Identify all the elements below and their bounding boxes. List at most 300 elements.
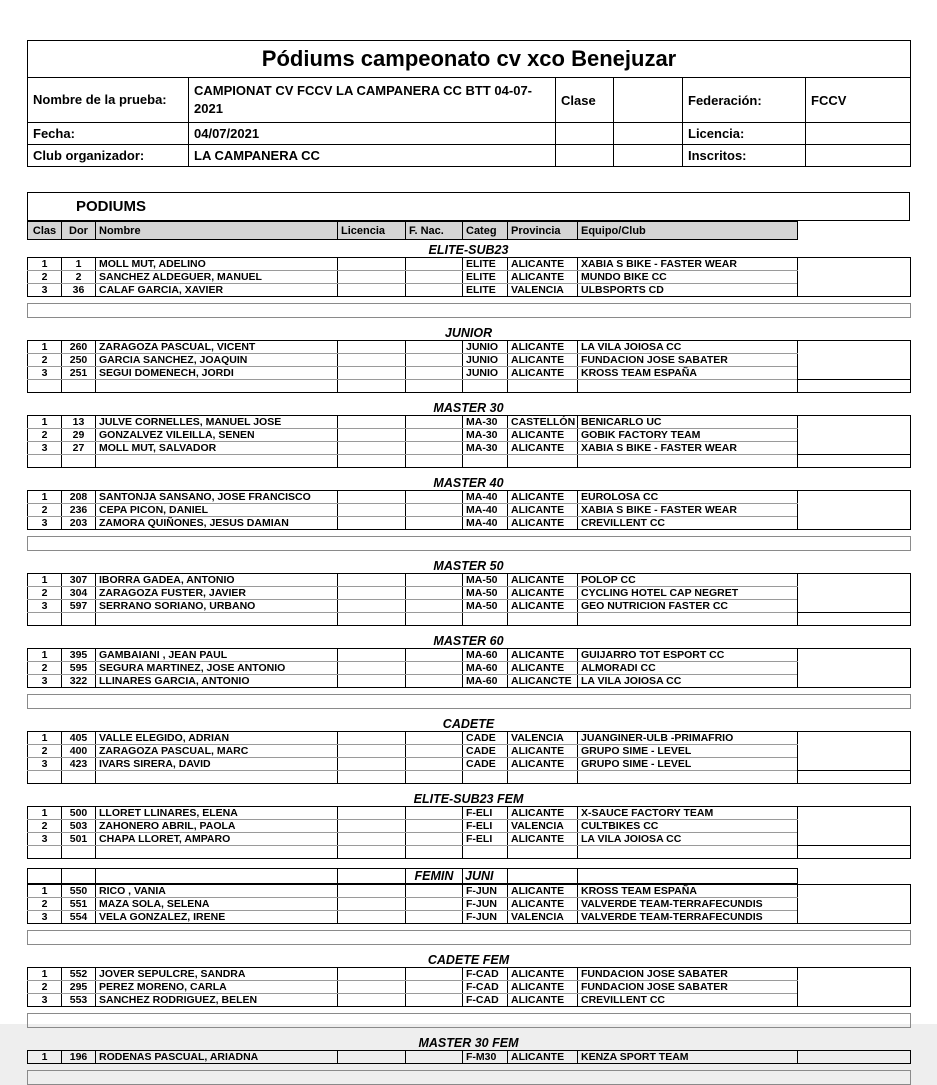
clas-cell: 3 [28, 994, 62, 1007]
empty-cell [556, 123, 614, 145]
section-master-50 [27, 560, 910, 626]
section-title: JUNIOR [444, 326, 493, 340]
section-junior [27, 327, 910, 393]
column-header-equipo: Equipo/Club [578, 222, 798, 240]
licencia-value [806, 123, 911, 145]
section-master-30 [27, 402, 910, 468]
clas-cell: 1 [28, 732, 62, 745]
licencia-cell [338, 367, 406, 380]
provincia-cell: ALICANTE [508, 491, 578, 504]
section-cadete [27, 718, 910, 784]
equipo-cell: CYCLING HOTEL CAP NEGRET [578, 587, 798, 600]
clas-cell: 1 [28, 416, 62, 429]
empty-cell [614, 145, 683, 167]
clas-cell: 3 [28, 367, 62, 380]
dor-cell: 295 [62, 981, 96, 994]
table-row [28, 968, 911, 981]
clas-cell: 3 [28, 517, 62, 530]
nombre-cell: VELA GONZALEZ, IRENE [96, 911, 338, 924]
nombre-cell: GONZALVEZ VILEILLA, SENEN [96, 429, 338, 442]
provincia-cell: ALICANTE [508, 442, 578, 455]
equipo-cell: EUROLOSA CC [578, 491, 798, 504]
fnac-cell [406, 649, 463, 662]
nombre-cell: ZARAGOZA PASCUAL, VICENT [96, 341, 338, 354]
column-header-nombre: Nombre [96, 222, 338, 240]
provincia-cell: ALICANTE [508, 745, 578, 758]
table-row [28, 517, 911, 530]
categ-cell: F-CAD [463, 981, 508, 994]
section-master-30-fem [27, 1037, 910, 1085]
dor-cell: 597 [62, 600, 96, 613]
empty-row [28, 695, 911, 709]
page-title: Pódiums campeonato cv xco Benejuzar [28, 41, 911, 78]
equipo-cell: POLOP CC [578, 574, 798, 587]
categ-cell: MA-60 [463, 675, 508, 688]
nombre-cell: RODENAS PASCUAL, ARIADNA [96, 1051, 338, 1064]
empty-row [28, 537, 911, 551]
licencia-cell [338, 416, 406, 429]
licencia-cell [338, 1051, 406, 1064]
provincia-cell: ALICANTE [508, 574, 578, 587]
equipo-cell: XABIA S BIKE - FASTER WEAR [578, 504, 798, 517]
nombre-cell: GARCIA SANCHEZ, JOAQUIN [96, 354, 338, 367]
table-row [28, 271, 911, 284]
nombre-cell: PEREZ MORENO, CARLA [96, 981, 338, 994]
column-header-licencia: Licencia [338, 222, 406, 240]
licencia-cell [338, 675, 406, 688]
provincia-cell: ALICANTE [508, 885, 578, 898]
table-row [28, 898, 911, 911]
clas-cell: 2 [28, 745, 62, 758]
extra-cell [798, 416, 911, 455]
section-title: MASTER 30 FEM [418, 1036, 519, 1050]
clas-cell: 2 [28, 898, 62, 911]
fnac-cell [406, 968, 463, 981]
nombre-cell: CALAF GARCIA, XAVIER [96, 284, 338, 297]
section-title: ELITE-SUB23 FEM [413, 792, 524, 806]
equipo-cell: CREVILLENT CC [578, 517, 798, 530]
clas-cell: 1 [28, 1051, 62, 1064]
empty-row [28, 1014, 911, 1028]
empty-cell [463, 380, 508, 393]
empty-cell [28, 380, 62, 393]
club-value: LA CAMPANERA CC [189, 145, 556, 167]
empty-cell [62, 846, 96, 859]
dor-cell: 595 [62, 662, 96, 675]
provincia-cell: ALICANTE [508, 517, 578, 530]
dor-cell: 405 [62, 732, 96, 745]
categ-cell: MA-30 [463, 416, 508, 429]
extra-cell [798, 1051, 911, 1064]
club-label: Club organizador: [28, 145, 189, 167]
licencia-cell [338, 807, 406, 820]
empty-cell [96, 455, 338, 468]
equipo-cell: KROSS TEAM ESPAÑA [578, 367, 798, 380]
dor-cell: 203 [62, 517, 96, 530]
licencia-cell [338, 820, 406, 833]
clas-cell: 2 [28, 587, 62, 600]
empty-cell [614, 123, 683, 145]
fnac-cell [406, 758, 463, 771]
empty-cell [798, 846, 911, 859]
extra-cell [798, 491, 911, 530]
empty-cell [508, 613, 578, 626]
licencia-cell [338, 981, 406, 994]
dor-cell: 550 [62, 885, 96, 898]
dor-cell: 196 [62, 1051, 96, 1064]
licencia-cell [338, 587, 406, 600]
equipo-cell: GRUPO SIME - LEVEL [578, 758, 798, 771]
table-row [28, 732, 911, 745]
clas-cell: 2 [28, 981, 62, 994]
categ-cell: MA-40 [463, 517, 508, 530]
fnac-cell [406, 367, 463, 380]
categ-cell: MA-60 [463, 662, 508, 675]
licencia-cell [338, 442, 406, 455]
equipo-cell: X-SAUCE FACTORY TEAM [578, 807, 798, 820]
nombre-cell: IBORRA GADEA, ANTONIO [96, 574, 338, 587]
dor-cell: 400 [62, 745, 96, 758]
equipo-cell: LA VILA JOIOSA CC [578, 341, 798, 354]
empty-cell [798, 222, 911, 240]
nombre-cell: VALLE ELEGIDO, ADRIAN [96, 732, 338, 745]
empty-row [28, 380, 911, 393]
empty-cell [406, 771, 463, 784]
provincia-cell: ALICANTE [508, 981, 578, 994]
categ-cell: MA-50 [463, 587, 508, 600]
clas-cell: 3 [28, 758, 62, 771]
nombre-cell: SANTONJA SANSANO, JOSE FRANCISCO [96, 491, 338, 504]
dor-cell: 501 [62, 833, 96, 846]
clas-cell: 2 [28, 429, 62, 442]
provincia-cell: ALICANTE [508, 341, 578, 354]
categ-cell: CADE [463, 745, 508, 758]
fnac-cell [406, 416, 463, 429]
categ-cell: F-ELI [463, 833, 508, 846]
licencia-cell [338, 574, 406, 587]
clas-cell: 1 [28, 649, 62, 662]
fnac-cell [406, 898, 463, 911]
categ-cell: F-CAD [463, 994, 508, 1007]
empty-cell [508, 846, 578, 859]
nombre-cell: LLINARES GARCIA, ANTONIO [96, 675, 338, 688]
empty-cell [406, 455, 463, 468]
clas-cell: 2 [28, 820, 62, 833]
table-row [28, 284, 911, 297]
column-header-clas: Clas [28, 222, 62, 240]
empty-row [28, 771, 911, 784]
fnac-cell [406, 807, 463, 820]
empty-cell [338, 613, 406, 626]
provincia-cell: ALICANTE [508, 354, 578, 367]
licencia-cell [338, 732, 406, 745]
empty-cell [96, 846, 338, 859]
extra-cell [798, 968, 911, 1007]
date-value: 04/07/2021 [189, 123, 556, 145]
provincia-cell: ALICANTE [508, 600, 578, 613]
equipo-cell: BENICARLO UC [578, 416, 798, 429]
licencia-label: Licencia: [683, 123, 806, 145]
categ-cell: JUNIO [463, 354, 508, 367]
clas-cell: 1 [28, 574, 62, 587]
licencia-cell [338, 271, 406, 284]
clas-cell: 3 [28, 911, 62, 924]
licencia-cell [338, 968, 406, 981]
empty-cell [406, 846, 463, 859]
table-row [28, 504, 911, 517]
event-name-label: Nombre de la prueba: [28, 78, 189, 123]
dor-cell: 250 [62, 354, 96, 367]
nombre-cell: ZAMORA QUIÑONES, JESUS DAMIAN [96, 517, 338, 530]
empty-cell [338, 455, 406, 468]
categ-cell: MA-50 [463, 574, 508, 587]
clas-cell: 1 [28, 807, 62, 820]
table-row [28, 885, 911, 898]
empty-cell [578, 455, 798, 468]
section-elite-sub23 [27, 244, 910, 318]
extra-cell [798, 574, 911, 613]
empty-cell [798, 455, 911, 468]
dor-cell: 29 [62, 429, 96, 442]
empty-cell [62, 455, 96, 468]
empty-cell [798, 771, 911, 784]
empty-cell [28, 613, 62, 626]
licencia-cell [338, 994, 406, 1007]
dor-cell: 208 [62, 491, 96, 504]
dor-cell: 304 [62, 587, 96, 600]
equipo-cell: GRUPO SIME - LEVEL [578, 745, 798, 758]
nombre-cell: CHAPA LLORET, AMPARO [96, 833, 338, 846]
equipo-cell: FUNDACION JOSE SABATER [578, 354, 798, 367]
empty-cell [578, 380, 798, 393]
table-row [28, 981, 911, 994]
equipo-cell: VALVERDE TEAM-TERRAFECUNDIS [578, 898, 798, 911]
dor-cell: 500 [62, 807, 96, 820]
table-row [28, 491, 911, 504]
dor-cell: 395 [62, 649, 96, 662]
provincia-cell: ALICANTE [508, 1051, 578, 1064]
equipo-cell: CREVILLENT CC [578, 994, 798, 1007]
nombre-cell: JOVER SEPULCRE, SANDRA [96, 968, 338, 981]
empty-cell [338, 869, 406, 884]
clas-cell: 2 [28, 504, 62, 517]
empty-cell [578, 771, 798, 784]
nombre-cell: ZAHONERO ABRIL, PAOLA [96, 820, 338, 833]
table-row [28, 442, 911, 455]
empty-cell [508, 869, 578, 884]
clase-label: Clase [556, 78, 614, 123]
extra-cell [798, 885, 911, 924]
extra-cell [798, 341, 911, 380]
nombre-cell: JULVE CORNELLES, MANUEL JOSE [96, 416, 338, 429]
clas-cell: 2 [28, 271, 62, 284]
equipo-cell: XABIA S BIKE - FASTER WEAR [578, 258, 798, 271]
empty-cell [508, 771, 578, 784]
podiums-title: PODIUMS [76, 198, 147, 215]
nombre-cell: SERRANO SORIANO, URBANO [96, 600, 338, 613]
nombre-cell: SANCHEZ ALDEGUER, MANUEL [96, 271, 338, 284]
licencia-cell [338, 429, 406, 442]
table-row [28, 574, 911, 587]
fnac-cell [406, 354, 463, 367]
section-title: ELITE-SUB23 [428, 243, 509, 257]
fnac-cell [406, 745, 463, 758]
empty-cell [556, 145, 614, 167]
empty-cell [406, 380, 463, 393]
empty-cell [463, 613, 508, 626]
fnac-cell [406, 994, 463, 1007]
clase-value [614, 78, 683, 123]
provincia-cell: VALENCIA [508, 820, 578, 833]
provincia-cell: ALICANCTE [508, 675, 578, 688]
section-title: CADETE [442, 717, 495, 731]
table-row [28, 662, 911, 675]
empty-cell [578, 846, 798, 859]
fnac-cell [406, 284, 463, 297]
extra-cell [798, 732, 911, 771]
categ-cell: MA-40 [463, 504, 508, 517]
column-header-fnac: F. Nac. [406, 222, 463, 240]
nombre-cell: MAZA SOLA, SELENA [96, 898, 338, 911]
dor-cell: 1 [62, 258, 96, 271]
dor-cell: 551 [62, 898, 96, 911]
podiums-header [27, 192, 910, 221]
categ-cell: F-JUN [463, 898, 508, 911]
empty-row [28, 1071, 911, 1085]
table-row [28, 807, 911, 820]
empty-cell [798, 869, 911, 884]
empty-cell [62, 869, 96, 884]
empty-cell [338, 771, 406, 784]
table-row [28, 745, 911, 758]
categ-cell: F-ELI [463, 820, 508, 833]
categ-cell: JUNIO [463, 367, 508, 380]
table-row [28, 675, 911, 688]
dor-cell: 553 [62, 994, 96, 1007]
licencia-cell [338, 649, 406, 662]
clas-cell: 3 [28, 442, 62, 455]
equipo-cell: GUIJARRO TOT ESPORT CC [578, 649, 798, 662]
empty-row [28, 613, 911, 626]
inscritos-value [806, 145, 911, 167]
licencia-cell [338, 662, 406, 675]
dor-cell: 503 [62, 820, 96, 833]
categ-cell: F-JUN [463, 885, 508, 898]
empty-cell [28, 869, 62, 884]
nombre-cell: SEGURA MARTINEZ, JOSE ANTONIO [96, 662, 338, 675]
table-row [28, 587, 911, 600]
equipo-cell: MUNDO BIKE CC [578, 271, 798, 284]
equipo-cell: LA VILA JOIOSA CC [578, 675, 798, 688]
fnac-cell [406, 271, 463, 284]
fnac-cell [406, 911, 463, 924]
dor-cell: 27 [62, 442, 96, 455]
nombre-cell: MOLL MUT, ADELINO [96, 258, 338, 271]
equipo-cell: ULBSPORTS CD [578, 284, 798, 297]
licencia-cell [338, 284, 406, 297]
fnac-cell [406, 517, 463, 530]
section-title: MASTER 30 [433, 401, 504, 415]
section-title: MASTER 50 [433, 559, 504, 573]
empty-cell [578, 613, 798, 626]
table-row [28, 416, 911, 429]
fnac-cell [406, 1051, 463, 1064]
table-row [28, 258, 911, 271]
dor-cell: 236 [62, 504, 96, 517]
categ-cell: MA-30 [463, 442, 508, 455]
empty-cell [96, 380, 338, 393]
categ-cell: MA-60 [463, 649, 508, 662]
inscritos-label: Inscritos: [683, 145, 806, 167]
section-title: CADETE FEM [427, 953, 510, 967]
clas-cell: 1 [28, 341, 62, 354]
clas-cell: 1 [28, 885, 62, 898]
fnac-cell [406, 341, 463, 354]
clas-cell: 2 [28, 354, 62, 367]
fnac-cell [406, 662, 463, 675]
provincia-cell: ALICANTE [508, 271, 578, 284]
clas-cell: 2 [28, 662, 62, 675]
extra-cell [798, 258, 911, 297]
section-master-60 [27, 635, 910, 709]
fnac-cell [406, 981, 463, 994]
podium-sections [27, 244, 910, 1085]
nombre-cell: ZARAGOZA PASCUAL, MARC [96, 745, 338, 758]
table-row [28, 1051, 911, 1064]
provincia-cell: VALENCIA [508, 284, 578, 297]
licencia-cell [338, 885, 406, 898]
empty-cell [798, 613, 911, 626]
fnac-cell [406, 675, 463, 688]
equipo-cell: CULTBIKES CC [578, 820, 798, 833]
provincia-cell: CASTELLÓN [508, 416, 578, 429]
equipo-cell: ALMORADI CC [578, 662, 798, 675]
dor-cell: 322 [62, 675, 96, 688]
empty-cell [338, 846, 406, 859]
fnac-cell [406, 258, 463, 271]
provincia-cell: ALICANTE [508, 367, 578, 380]
empty-cell [578, 869, 798, 884]
categ-cell: MA-50 [463, 600, 508, 613]
provincia-cell: ALICANTE [508, 258, 578, 271]
nombre-cell: ZARAGOZA FUSTER, JAVIER [96, 587, 338, 600]
empty-cell [338, 380, 406, 393]
table-row [28, 367, 911, 380]
empty-cell [62, 380, 96, 393]
equipo-cell: KENZA SPORT TEAM [578, 1051, 798, 1064]
licencia-cell [338, 517, 406, 530]
table-row [28, 354, 911, 367]
fnac-cell [406, 442, 463, 455]
fnac-cell [406, 574, 463, 587]
licencia-cell [338, 341, 406, 354]
federation-value: FCCV [806, 78, 911, 123]
provincia-cell: VALENCIA [508, 732, 578, 745]
licencia-cell [338, 354, 406, 367]
fnac-cell [406, 732, 463, 745]
dor-cell: 423 [62, 758, 96, 771]
empty-cell [96, 771, 338, 784]
empty-cell [62, 613, 96, 626]
empty-cell [508, 380, 578, 393]
categ-cell: MA-30 [463, 429, 508, 442]
clas-cell: 1 [28, 258, 62, 271]
licencia-cell [338, 898, 406, 911]
provincia-cell: ALICANTE [508, 807, 578, 820]
fnac-cell [406, 504, 463, 517]
equipo-cell: GOBIK FACTORY TEAM [578, 429, 798, 442]
fnac-cell [406, 820, 463, 833]
